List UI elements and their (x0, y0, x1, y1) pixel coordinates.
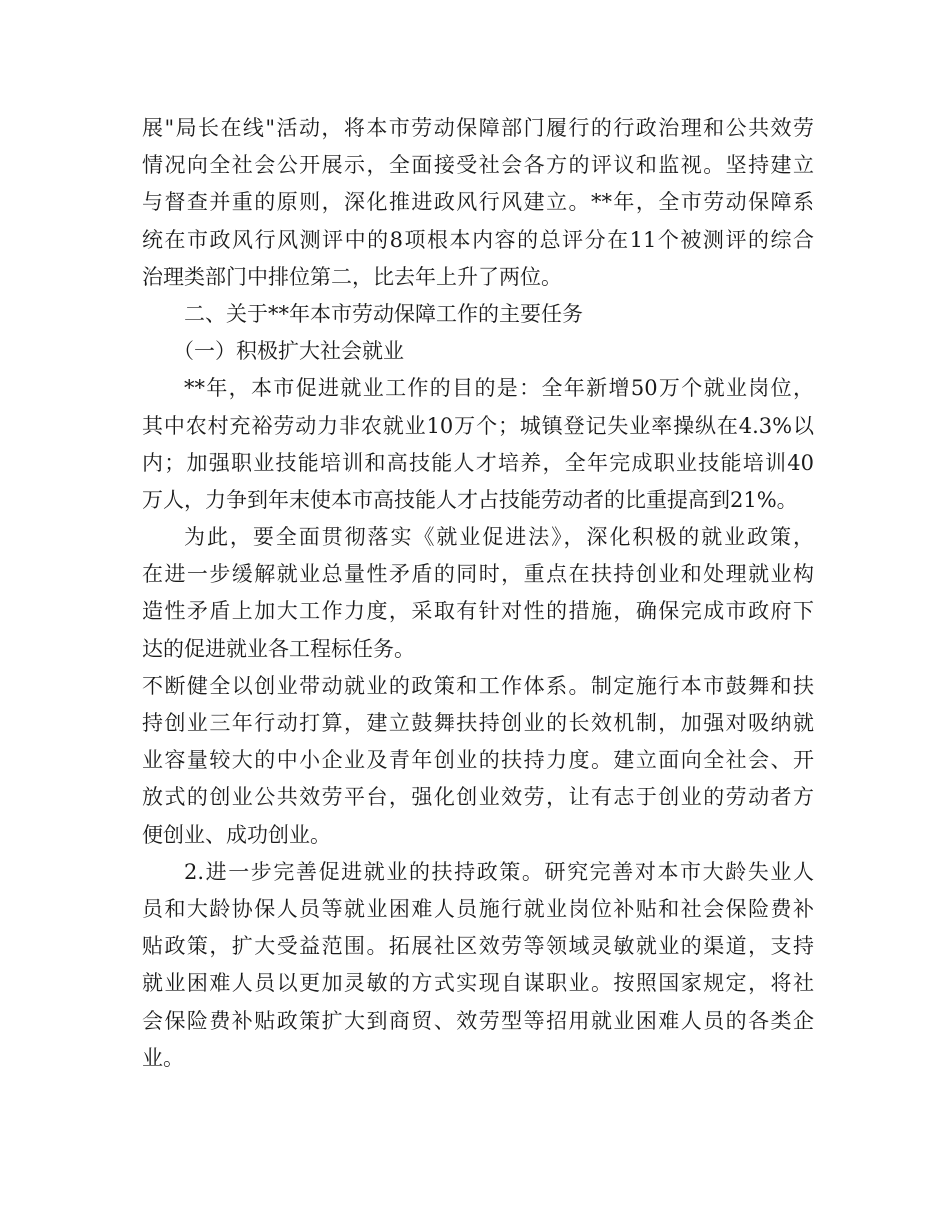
text-line: 贴政策，扩大受益范围。拓展社区效劳等领域灵敏就业的渠道，支持 (142, 934, 814, 959)
text-line: 其中农村充裕劳动力非农就业10万个；城镇登记失业率操纵在4.3%以 (142, 413, 814, 438)
text-line: 展"局长在线"活动，将本市劳动保障部门履行的行政治理和公共效劳 (142, 116, 814, 140)
text-line: 就业困难人员以更加灵敏的方式实现自谋职业。按照国家规定，将社 (142, 971, 814, 996)
document-body (142, 110, 814, 1077)
text-line: 持创业三年行动打算，建立鼓舞扶持创业的长效机制，加强对吸纳就 (142, 711, 814, 735)
text-line: 内；加强职业技能培训和高技能人才培养，全年完成职业技能培训40 (142, 450, 814, 475)
text-line: 统在市政风行风测评中的8项根本内容的总评分在11个被测评的综合 (142, 227, 814, 252)
text-line: 业。 (142, 1045, 184, 1070)
text-line: 便创业、成功创业。 (142, 822, 331, 847)
text-line: 不断健全以创业带动就业的政策和工作体系。制定施行本市鼓舞和扶 (142, 673, 814, 698)
text-line: 二、关于**年本市劳动保障工作的主要任务 (184, 301, 583, 326)
text-line: 员和大龄协保人员等就业困难人员施行就业岗位补贴和社会保险费补 (142, 896, 814, 921)
text-line: 2.进一步完善促进就业的扶持政策。研究完善对本市大龄失业人 (184, 859, 814, 884)
text-line: 情况向全社会公开展示，全面接受社会各方的评议和监视。坚持建立 (142, 153, 814, 178)
text-line: （一）积极扩大社会就业 (173, 339, 404, 364)
text-line: 在进一步缓解就业总量性矛盾的同时，重点在扶持创业和处理就业构 (142, 562, 814, 587)
text-line: 万人，力争到年末使本市高技能人才占技能劳动者的比重提高到21%。 (142, 487, 798, 512)
text-line: 业容量较大的中小企业及青年创业的扶持力度。建立面向全社会、开 (142, 748, 814, 773)
text-line: 治理类部门中排位第二，比去年上升了两位。 (142, 264, 562, 289)
text-line: 与督查并重的原则，深化推进政风行风建立。**年，全市劳动保障系 (142, 190, 814, 215)
text-line: 放式的创业公共效劳平台，强化创业效劳，让有志于创业的劳动者方 (142, 785, 814, 810)
text-line: 会保险费补贴政策扩大到商贸、效劳型等招用就业困难人员的各类企 (142, 1008, 814, 1033)
text-line: 造性矛盾上加大工作力度，采取有针对性的措施，确保完成市政府下 (142, 599, 814, 624)
text-line: 为此，要全面贯彻落实《就业促进法》，深化积极的就业政策， (184, 525, 814, 550)
text-line: **年，本市促进就业工作的目的是：全年新增50万个就业岗位， (184, 376, 814, 401)
text-line: 达的促进就业各工程标任务。 (142, 636, 415, 661)
